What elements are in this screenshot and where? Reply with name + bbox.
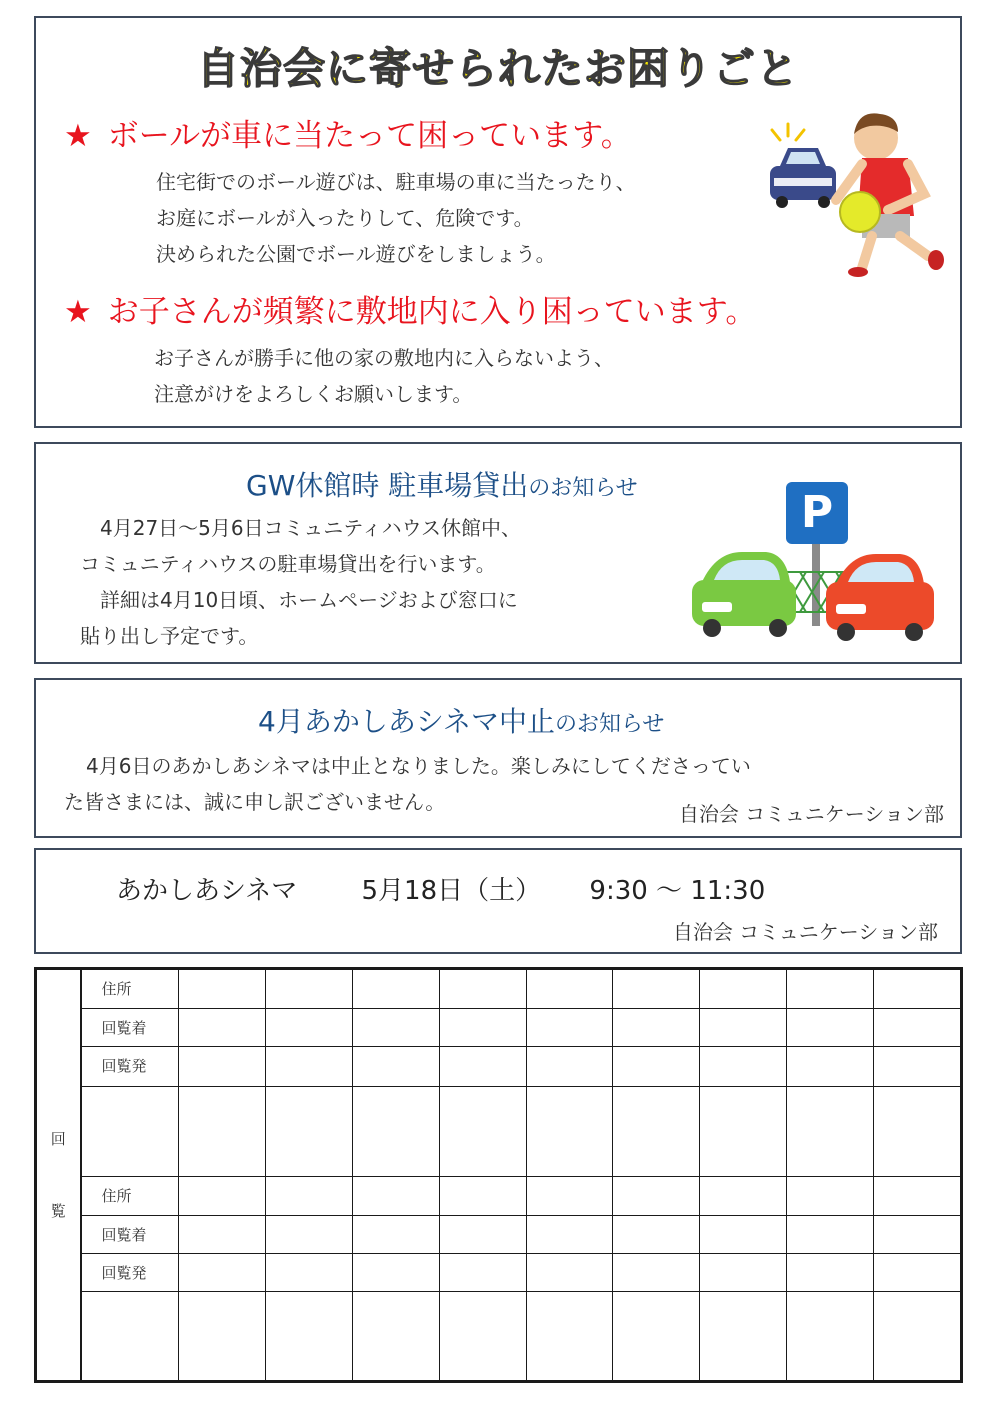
cell[interactable]: [352, 1254, 439, 1292]
boy-ball-car-illustration: [758, 100, 958, 280]
stamp-cell[interactable]: [613, 1292, 700, 1381]
cell[interactable]: [874, 1216, 961, 1254]
cell[interactable]: [787, 1009, 874, 1047]
cell[interactable]: [352, 1177, 439, 1216]
cell[interactable]: [700, 1216, 787, 1254]
complaint-heading-ball: ★ ボールが車に当たって困っています。: [64, 118, 632, 154]
parking-body: 4月27日～5月6日コミュニティハウス休館中、 コミュニティハウスの駐車場貸出を行います。 詳細は4月10日頃、ホームページおよび窓口に 貼り出し予定です。: [80, 516, 522, 648]
cell[interactable]: [613, 1047, 700, 1087]
cell[interactable]: [526, 1177, 613, 1216]
stamp-area[interactable]: [81, 1292, 179, 1381]
cell[interactable]: [613, 1254, 700, 1292]
cell[interactable]: [787, 970, 874, 1009]
cell[interactable]: [874, 1254, 961, 1292]
cell[interactable]: [874, 1009, 961, 1047]
cell[interactable]: [179, 970, 266, 1009]
parking-title: GW休館時 駐車場貸出のお知らせ: [246, 469, 638, 502]
star-icon: ★: [64, 118, 92, 154]
stamp-cell[interactable]: [874, 1087, 961, 1177]
cinema-name: あかしあシネマ: [116, 876, 298, 906]
car-icon: [770, 148, 836, 208]
cell[interactable]: [179, 1254, 266, 1292]
circulation-table: [34, 967, 963, 1383]
cell[interactable]: [179, 1047, 266, 1087]
cell[interactable]: [874, 1177, 961, 1216]
cell[interactable]: [179, 1216, 266, 1254]
label-address: 住所: [81, 1177, 179, 1216]
ball-icon: [840, 192, 880, 232]
cell[interactable]: [787, 1254, 874, 1292]
cell[interactable]: [874, 1047, 961, 1087]
cell[interactable]: [613, 1009, 700, 1047]
cinema-cancel-signature: 自治会 コミュニケーション部: [678, 802, 944, 826]
cell[interactable]: [439, 1216, 526, 1254]
stamp-cell[interactable]: [700, 1087, 787, 1177]
cinema-cancel-title: 4月あかしあシネマ中止のお知らせ: [258, 705, 665, 738]
label-received: 回覧着: [81, 1009, 179, 1047]
cell[interactable]: [352, 1216, 439, 1254]
cell[interactable]: [352, 1047, 439, 1087]
cell[interactable]: [265, 1216, 352, 1254]
cell[interactable]: [439, 1254, 526, 1292]
cinema-date: 5月18日（土）: [361, 876, 542, 906]
stamp-cell[interactable]: [874, 1292, 961, 1381]
cell[interactable]: [265, 1177, 352, 1216]
stamp-cell[interactable]: [352, 1292, 439, 1381]
complaint-heading-trespass: ★ お子さんが頻繁に敷地内に入り困っています。: [64, 294, 757, 330]
parking-notice-section: [34, 442, 962, 664]
cell[interactable]: [439, 970, 526, 1009]
label-address: 住所: [81, 970, 179, 1009]
impact-spark-icon: [772, 124, 804, 140]
cell[interactable]: [179, 1009, 266, 1047]
stamp-cell[interactable]: [700, 1292, 787, 1381]
next-cinema-section: [34, 848, 962, 954]
cell[interactable]: [352, 1009, 439, 1047]
stamp-cell[interactable]: [526, 1087, 613, 1177]
complaints-title: 自治会に寄せられたお困りごと: [196, 44, 799, 93]
cell[interactable]: [526, 1254, 613, 1292]
stamp-cell[interactable]: [439, 1292, 526, 1381]
cell[interactable]: [613, 1177, 700, 1216]
cell[interactable]: [613, 970, 700, 1009]
stamp-cell[interactable]: [526, 1292, 613, 1381]
cell[interactable]: [700, 970, 787, 1009]
parking-sign-icon: P: [786, 482, 848, 544]
stamp-cell[interactable]: [439, 1087, 526, 1177]
cell[interactable]: [265, 1009, 352, 1047]
cinema-cancel-body: 4月6日のあかしあシネマは中止となりました。楽しみにしてくださってい た皆さまには、誠に申し訳ございません。: [64, 754, 751, 814]
parking-illustration: [686, 482, 946, 658]
circulation-side-label: 回 覧: [37, 970, 81, 1381]
complaint-body-ball: 住宅街でのボール遊びは、駐車場の車に当たったり、 お庭にボールが入ったりして、危険です。 決められた公園でボール遊びをしましょう。: [156, 170, 636, 266]
cell[interactable]: [526, 1047, 613, 1087]
cell[interactable]: [439, 1009, 526, 1047]
star-icon: ★: [64, 294, 92, 330]
label-sent: 回覧発: [81, 1254, 179, 1292]
cell[interactable]: [700, 1009, 787, 1047]
next-cinema-line: [116, 870, 765, 907]
cell[interactable]: [179, 1177, 266, 1216]
stamp-cell[interactable]: [787, 1087, 874, 1177]
label-received: 回覧着: [81, 1216, 179, 1254]
cell[interactable]: [439, 1177, 526, 1216]
cell[interactable]: [265, 1047, 352, 1087]
cell[interactable]: [700, 1177, 787, 1216]
stamp-cell[interactable]: [787, 1292, 874, 1381]
cinema-cancel-section: [34, 678, 962, 838]
cell[interactable]: [526, 970, 613, 1009]
cell[interactable]: [439, 1047, 526, 1087]
cell[interactable]: [265, 970, 352, 1009]
cell[interactable]: [613, 1216, 700, 1254]
cell[interactable]: [787, 1047, 874, 1087]
cell[interactable]: [787, 1177, 874, 1216]
cell[interactable]: [526, 1009, 613, 1047]
stamp-cell[interactable]: [265, 1087, 352, 1177]
cell[interactable]: [526, 1216, 613, 1254]
cars-fence-icon: [686, 542, 946, 658]
stamp-cell[interactable]: [613, 1087, 700, 1177]
cinema-time: 9:30 ～ 11:30: [589, 876, 766, 906]
cell[interactable]: [700, 1047, 787, 1087]
cell[interactable]: [700, 1254, 787, 1292]
stamp-cell[interactable]: [179, 1087, 266, 1177]
stamp-cell[interactable]: [352, 1087, 439, 1177]
stamp-area[interactable]: [81, 1087, 179, 1177]
next-cinema-signature: 自治会 コミュニケーション部: [672, 920, 938, 944]
complaint-body-trespass: お子さんが勝手に他の家の敷地内に入らないよう、 注意がけをよろしくお願いします。: [154, 346, 614, 406]
cell[interactable]: [874, 970, 961, 1009]
stamp-cell[interactable]: [179, 1292, 266, 1381]
cell[interactable]: [352, 970, 439, 1009]
label-sent: 回覧発: [81, 1047, 179, 1087]
stamp-cell[interactable]: [265, 1292, 352, 1381]
cell[interactable]: [265, 1254, 352, 1292]
cell[interactable]: [787, 1216, 874, 1254]
complaints-section: [34, 16, 962, 428]
